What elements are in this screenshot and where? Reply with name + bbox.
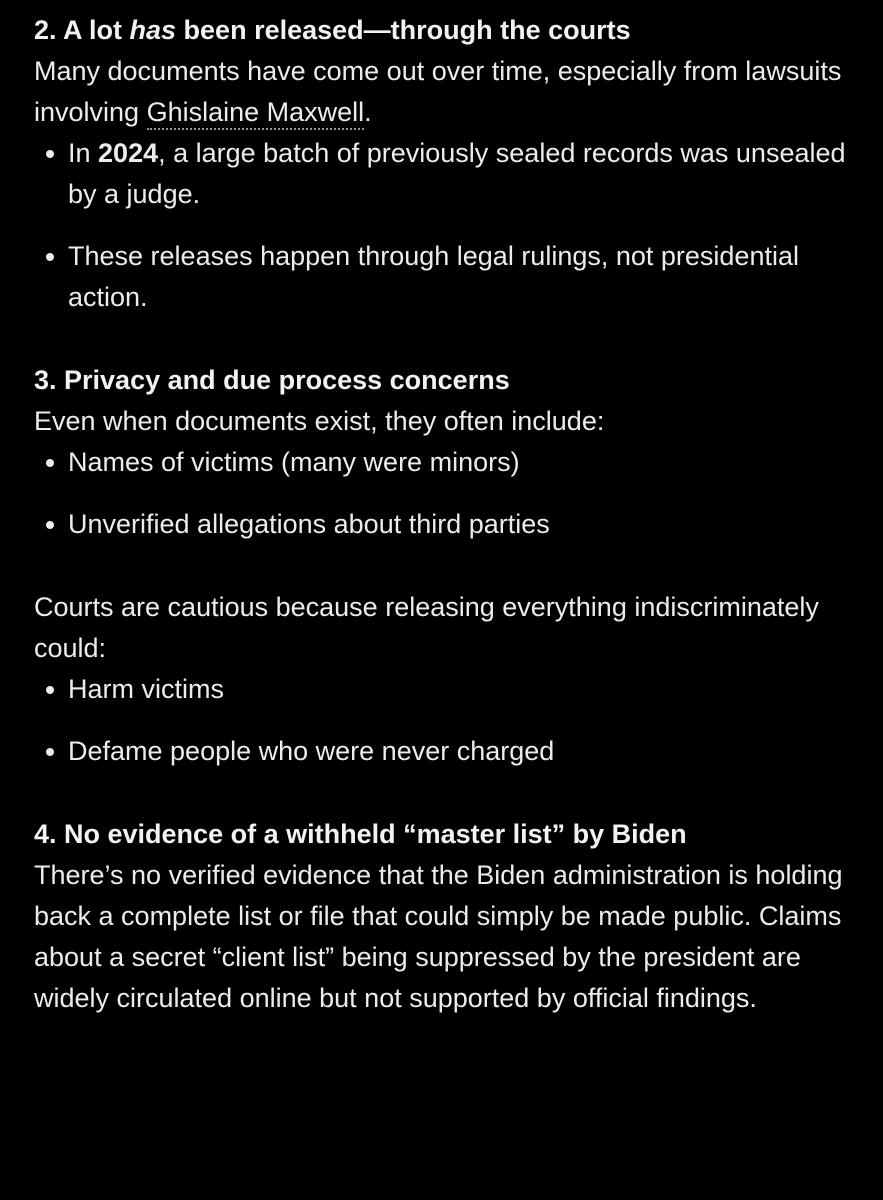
bullet-text: Harm victims bbox=[68, 674, 224, 704]
section-2-heading bbox=[34, 10, 849, 51]
section-2-heading-suffix: been released—through the courts bbox=[176, 15, 631, 45]
list-item bbox=[34, 669, 849, 710]
response-content bbox=[34, 10, 849, 1019]
bullet-icon bbox=[46, 150, 54, 158]
list-item bbox=[34, 504, 849, 545]
bullet-icon bbox=[46, 459, 54, 467]
bullet-text-bold: 2024 bbox=[98, 138, 159, 168]
section-2-body-prefix: Many documents have come out over time, especially from lawsuits involving bbox=[34, 56, 842, 127]
section-2-body-suffix: . bbox=[364, 97, 372, 127]
list-item bbox=[34, 731, 849, 772]
list-item bbox=[34, 236, 849, 318]
bullet-text: Unverified allegations about third parties bbox=[68, 509, 550, 539]
list-item bbox=[34, 133, 849, 215]
section-4-body: There’s no verified evidence that the Biden administration is holding back a complete list or file that could simply be made public. Claims about a secret “client list” being suppressed by the president are widely circulated online but not supported by official findings. bbox=[34, 860, 843, 1013]
bullet-text: Defame people who were never charged bbox=[68, 736, 555, 766]
section-2-heading-emphasis: has bbox=[129, 15, 177, 45]
section-3-bullet-list-2 bbox=[34, 669, 849, 772]
bullet-icon bbox=[46, 748, 54, 756]
bullet-icon bbox=[46, 253, 54, 261]
section-3-bullet-list-1 bbox=[34, 442, 849, 545]
section-3-heading: 3. Privacy and due process concerns bbox=[34, 365, 510, 395]
bullet-text: These releases happen through legal rulings, not presidential action. bbox=[68, 241, 799, 312]
list-item bbox=[34, 442, 849, 483]
section-3-intro: Even when documents exist, they often include: bbox=[34, 406, 605, 436]
bullet-icon bbox=[46, 686, 54, 694]
bullet-text-prefix: In bbox=[68, 138, 99, 168]
ghislaine-maxwell-link[interactable]: Ghislaine Maxwell bbox=[147, 97, 365, 130]
section-2-bullet-list bbox=[34, 133, 849, 318]
bullet-text-suffix: , a large batch of previously sealed records was unsealed by a judge. bbox=[68, 138, 846, 209]
section-4-heading: 4. No evidence of a withheld “master list” by Biden bbox=[34, 819, 687, 849]
bullet-icon bbox=[46, 521, 54, 529]
section-2-body bbox=[34, 51, 849, 133]
bullet-text: Names of victims (many were minors) bbox=[68, 447, 520, 477]
section-3-middle: Courts are cautious because releasing everything indiscriminately could: bbox=[34, 592, 819, 663]
section-2-heading-prefix: 2. A lot bbox=[34, 15, 130, 45]
